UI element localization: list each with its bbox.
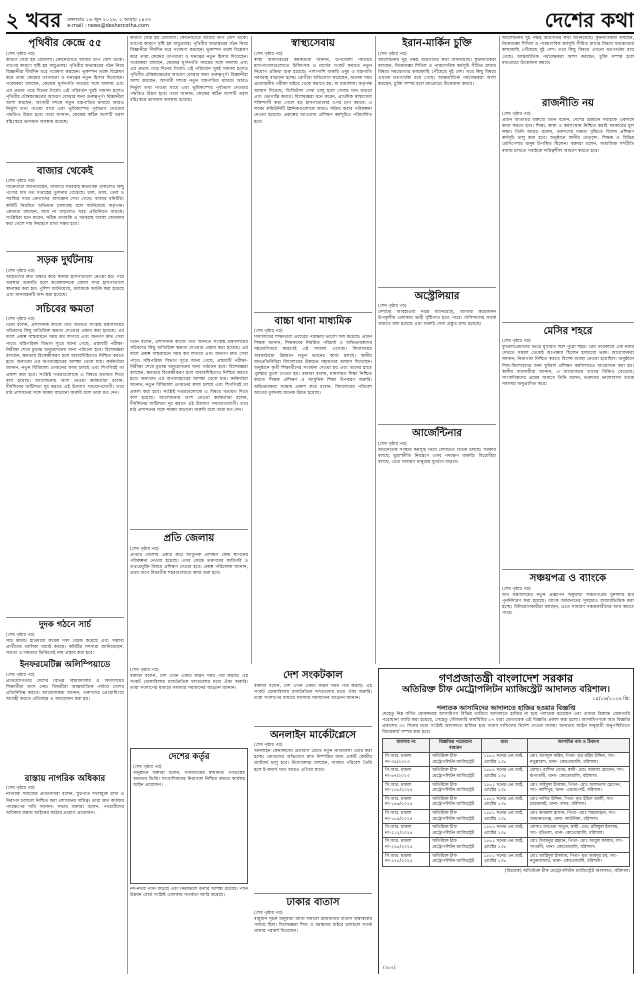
- headline: পৃথিবীর কেন্দ্রে ৫৫: [28, 38, 102, 49]
- table-row: [383, 852, 630, 866]
- article-body: প্রধান অতিথির বক্তব্যে তিনি বলেন, দেশের উন্নয়নে সবাইকে একসঙ্গে কাজ করতে হবে। শিক্ষা, স্বাস্থ্য ও কর্মসংস্থান নিশ্চিত করাই সরকারের মূল লক্ষ্য। তিনি আরও বলেন, তরুণদের দক্ষতা বৃদ্ধিতে বিশেষ প্রশিক্ষণ কর্মসূচি চালু করা হবে। অনুষ্ঠানে স্থানীয় নেতৃবৃন্দ, শিক্ষক ও বিভিন্ন শ্রেণিপেশার মানুষ উপস্থিত ছিলেন। বক্তারা বলেন, সামাজিক সম্প্রীতি বজায় রাখতে সবাইকে দায়িত্বশীল আচরণ করতে হবে।: [502, 117, 634, 154]
- rule: [6, 617, 124, 618]
- lower-column-a: [130, 668, 248, 974]
- continued-tag: (শেষ পৃষ্ঠার পর): [254, 51, 283, 57]
- continued-tag: (শেষ পৃষ্ঠার পর): [502, 111, 531, 117]
- masthead-meta: [67, 17, 151, 29]
- continued-tag: (শেষ পৃষ্ঠার পর): [6, 672, 35, 678]
- article-body: অর্থ মন্ত্রণালয়ের নতুন প্রজ্ঞাপন অনুযায়ী সঞ্চয়পত্রের মুনাফার হার পুনর্নির্ধারণ করা হয়েছে। ব্যাংক আমানতের সুদহারও বাজারভিত্তিক করা হচ্ছে। বিনিয়োগকারীরা বলছেন, এতে সাধারণ সঞ্চয়কারীদের আয় কমতে পারে।: [502, 592, 634, 617]
- table-cell: মোসাঃ ফাতেমা খাতুন, স্বামী- মোঃ রফিকুল ইসলাম, সাং- বটতলা, থানা- কোতোয়ালি, বরিশাল।: [527, 824, 629, 838]
- page-number: ২ খবর: [6, 8, 62, 32]
- article-sorok: [6, 255, 124, 300]
- table-cell: অতিরিক্ত চীফ মেট্রোপলিটন ম্যাজিস্ট্রেট: [430, 809, 481, 823]
- notice-table-header: [383, 739, 630, 753]
- article-body: বক্তারা বলেন, দেশ এখন একটি কঠিন সময় পার করছে। এই সংকট মোকাবিলায় রাজনৈতিক দলগুলোর মধ্যে ঐক্য জরুরি। তারা সংলাপের মাধ্যমে সমস্যার সমাধানের আহ্বান জানান।: [254, 683, 372, 701]
- lower-column-b: [254, 668, 372, 974]
- article-bajar: [6, 166, 124, 248]
- page-body: [6, 36, 634, 974]
- continued-tag: (শেষ পৃষ্ঠার পর): [6, 268, 35, 274]
- continued-tag: (শেষ পৃষ্ঠার পর): [378, 304, 407, 309]
- article-body: কারণে সেটা হয় রোদেলা। কোনোটাতে আবার তাপ বেশি থাকে। তাপের কারণে সৃষ্টি হয় বায়ুপ্রবাহ। পৃথিবীর অভ্যন্তরের গঠন নিয়ে বিজ্ঞানীরা দীর্ঘদিন ধরে গবেষণা করছেন। ভূকম্পন তরঙ্গ বিশ্লেষণ করে তারা কেন্দ্রের তাপমাত্রা ও ঘনত্বের নতুন হিসাব দিয়েছেন। গবেষকরা বলছেন, কেন্দ্রের ঘূর্ণনগতি সময়ের সঙ্গে বদলায় এবং এর প্রভাব পড়ে দিনের দৈর্ঘ্যে। এই পরিবর্তন খুবই সামান্য হলেও পৃথিবীর চৌম্বকক্ষেত্রের আচরণ বোঝার জন্য গুরুত্বপূর্ণ। বিজ্ঞানীরা আশা করছেন, আগামী দশকে নতুন যন্ত্রপাতির মাধ্যমে আরও নির্ভুল তথ্য পাওয়া যাবে এবং ভূমিকম্পের পূর্বাভাস দেওয়ার পদ্ধতিও উন্নত হবে। তারা জানান, কেন্দ্রের কঠিন অংশটি তরল বহিঃস্তরে ভাসমান অবস্থায় রয়েছে।: [130, 36, 248, 104]
- rule: [502, 322, 634, 323]
- table-row: [383, 781, 630, 795]
- article-body: কারণে সেটা হয় রোদেলা। কোনোটাতে আবার তাপ বেশি থাকে। তাপের কারণে সৃষ্টি হয় বায়ুপ্রবাহ। পৃথিবীর অভ্যন্তরের গঠন নিয়ে বিজ্ঞানীরা দীর্ঘদিন ধরে গবেষণা করছেন। ভূকম্পন তরঙ্গ বিশ্লেষণ করে তারা কেন্দ্রের তাপমাত্রা ও ঘনত্বের নতুন হিসাব দিয়েছেন। গবেষকরা বলছেন, কেন্দ্রের ঘূর্ণনগতি সময়ের সঙ্গে বদলায় এবং এর প্রভাব পড়ে দিনের দৈর্ঘ্যে। এই পরিবর্তন খুবই সামান্য হলেও পৃথিবীর চৌম্বকক্ষেত্রের আচরণ বোঝার জন্য গুরুত্বপূর্ণ। বিজ্ঞানীরা আশা করছেন, আগামী দশকে নতুন যন্ত্রপাতির মাধ্যমে আরও নির্ভুল তথ্য পাওয়া যাবে এবং ভূমিকম্পের পূর্বাভাস দেওয়ার পদ্ধতিও উন্নত হবে। তারা জানান, কেন্দ্রের কঠিন অংশটি তরল বহিঃস্তরে ভাসমান অবস্থায় রয়েছে।: [6, 57, 124, 125]
- article-dhaka-batas: [254, 897, 372, 969]
- headline: মেসির শহরে: [543, 325, 593, 337]
- col-header: ধারা: [481, 739, 527, 753]
- article-body: বিদ্যালয়ের শিক্ষার্থীরা এবারের পরীক্ষায় ভালো ফল করেছে। প্রধান শিক্ষক জানান, শিক্ষকদের নিয়মিত পরিচর্যা ও অভিভাবকদের সহযোগিতার কারণেই এই সাফল্য এসেছে। বিদ্যালয়ের অবকাঠামো উন্নয়নে নতুন ভবনের কাজ চলছে। স্থানীয় জনপ্রতিনিধিরা বিদ্যালয়ের উন্নয়নে সহায়তার আশ্বাস দিয়েছেন। অনুষ্ঠানে কৃতী শিক্ষার্থীদের সংবর্ধনা দেওয়া হয় এবং তাদের হাতে পুরস্কার তুলে দেওয়া হয়। বক্তারা বলেন, মানসম্মত শিক্ষা নিশ্চিত করতে শিক্ষক প্রশিক্ষণ ও আধুনিক শিক্ষা উপকরণ জরুরি। অভিভাবকরা সন্তোষ প্রকাশ করে বলেন, বিদ্যালয়ের পরিবেশ আগের তুলনায় অনেক উন্নত হয়েছে।: [254, 335, 372, 396]
- article-prithibi: [6, 38, 124, 158]
- table-cell: অতিরিক্ত চীফ মেট্রোপলিটন ম্যাজিস্ট্রেট: [430, 767, 481, 781]
- table-cell: মোঃ নাসির উদ্দিন, পিতা- মৃত ইদ্রিস আলী, সাং- চরমোনাই, থানা- বন্দর, বরিশাল।: [527, 795, 629, 809]
- headline: দেশ সংকটকাল: [283, 670, 343, 681]
- date-line: মঙ্গলবার ১৬ জুন ২০২৬, ২ আষাঢ় ১৪৩৩: [67, 17, 152, 23]
- column-divider: [127, 36, 128, 974]
- table-cell: মোঃ জাহিদুল ইসলাম, পিতা- মৃত আবদুর রব, সাং- নতুনবাজার, থানা- কোতোয়ালি, বরিশাল।: [527, 852, 629, 866]
- table-cell: সি.আর. মামলা নং-১৮৯/২০২৪: [383, 809, 430, 823]
- table-row: [383, 795, 630, 809]
- table-cell: মোছাঃ রাশিদা বেগম, স্বামী- মোঃ জামাল হোসেন, সাং- রূপাতলী, থানা- কোতোয়ালি, বরিশাল।: [527, 767, 629, 781]
- article-argentina: [378, 428, 496, 618]
- article-body: দেশটির আবহাওয়া দপ্তর জানিয়েছে, আগামী কয়েকদিন উপকূলীয় এলাকায় ভারী বৃষ্টিপাত হতে পারে। বাসিন্দাদের সতর্ক থাকতে বলা হয়েছে এবং জরুরি সেবা প্রস্তুত রাখা হয়েছে।: [378, 310, 496, 328]
- table-cell: সি.আর. মামলা নং-২৭৮/২০২৫: [383, 852, 430, 866]
- table-cell: মোঃ কামরুল হাসান, পিতা- মোঃ শাহজাহান, সাং- আমানতগঞ্জ, থানা- কাউনিয়া, বরিশাল।: [527, 809, 629, 823]
- article-body: বিক্রেতারা জানিয়েছেন, বাজারে সরবরাহ স্বাভাবিক থাকলেও কিছু পণ্যের দাম গত সপ্তাহের তুলনায় বেড়েছে। চাল, ডাল, তেল ও সবজির দামে ক্রেতাদের অসন্তোষ দেখা গেছে। বাজার মনিটরিং কমিটি নিয়মিত অভিযান চালাচ্ছে বলে জানিয়েছে কর্তৃপক্ষ। ক্রেতারা বলছেন, আয় না বাড়লেও খরচ প্রতিনিয়ত বাড়ছে। সংশ্লিষ্টরা মনে করেন, সঠিক তদারকি ও সরবরাহ ব্যবস্থা জোরদার করা গেলে দাম নিয়ন্ত্রণে রাখা সম্ভব হবে।: [6, 185, 124, 228]
- article-rajniti: [502, 98, 634, 318]
- notice-heading: পলাতক আসামিদের আদালতে হাজির হওয়ার বিজ্ঞপ্তি: [436, 704, 576, 712]
- column-divider: [375, 36, 376, 664]
- headline: সঞ্চয়পত্র ও ব্যাংকে: [529, 573, 607, 584]
- continued-tag: (শেষ পৃষ্ঠার পর): [133, 764, 162, 770]
- article-rasta: [6, 775, 124, 913]
- article-body: নদ-নদীর পানি বাড়ছে এবং নিম্নাঞ্চলে বন্যার আশঙ্কা রয়েছে। পানি উন্নয়ন বোর্ড সংশ্লিষ্ট এলাকায় সতর্কতা জারি করেছে।: [130, 886, 248, 898]
- table-cell: সি.আর. মামলা নং-২১২/২০২৪: [383, 824, 430, 838]
- column-divider: [499, 36, 500, 664]
- continued-tag: (শেষ পৃষ্ঠার পর): [254, 329, 283, 334]
- table-cell: মোঃ আবদুল করিম, পিতা- মৃত রহিম উদ্দিন, সাং- নথুল্লাবাদ, থানা- কোতোয়ালি, বরিশাল।: [527, 753, 629, 767]
- newspaper-page: [6, 4, 634, 974]
- masthead-left: [6, 8, 151, 32]
- continued-tag: (শেষ পৃষ্ঠার পর): [6, 179, 35, 184]
- column-5: [502, 36, 634, 664]
- article-body: সার্চ কমিটি ইতিমধ্যে কয়েক দফা বৈঠক করেছে এবং সম্ভাব্য প্রার্থীদের তালিকা যাচাই করছে। কমিটির সদস্যরা জানিয়েছেন, সততা ও দক্ষতার ভিত্তিতেই নাম প্রস্তাব করা হবে।: [6, 638, 124, 657]
- rule: [254, 893, 372, 894]
- article-sanchaypatra: [502, 573, 634, 653]
- article-body: অর্থনৈতিক সংস্কার কর্মসূচি নিয়ে দেশটিতে বিতর্ক চলছে। সরকার বলছে, মুদ্রাস্ফীতি নিয়ন্ত্রণে এসব পদক্ষেপ জরুরি। বিরোধীরা বলছে, এতে সাধারণ মানুষের দুর্ভোগ বাড়বে।: [378, 447, 496, 465]
- rule: [130, 529, 248, 530]
- column-3: [254, 36, 372, 664]
- article-body: বক্তারা বলেন, দেশ এখন একটি কঠিন সময় পার করছে। এই সংকট মোকাবিলায় রাজনৈতিক দলগুলোর মধ্যে ঐক্য জরুরি। তারা সংলাপের মাধ্যমে সমস্যার সমাধানের আহ্বান জানান।: [130, 674, 248, 692]
- contact-line: e-mail : news@deshercotha.com: [67, 23, 149, 29]
- notice-intro: যেহেতু নিম্ন বর্ণিত মোকদ্দমার আসামিগণ বিভিন্ন তারিখে আদালতে হাজির না হয়ে পলাতক রয়েছেন এবং তাদের বিরুদ্ধে গ্রেফতারি পরোয়ানা জারি করা হয়েছে, সেহেতু ফৌজদারি কার্যবিধির ৮৭ ধারা মোতাবেক এই বিজ্ঞপ্তি প্রকাশ করা হলো। আসামিগণকে অত্র বিজ্ঞপ্তি প্রকাশের ৩০ দিনের মধ্যে সংশ্লিষ্ট আদালতে হাজির হয়ে জবাব দাখিলের নির্দেশ দেওয়া যাচ্ছে। অন্যথায় আইন অনুযায়ী অনুপস্থিতিতে বিচারকার্য সম্পন্ন করা হবে।: [382, 712, 630, 735]
- notice-code: (৩৮৪): [383, 966, 396, 971]
- col-header: আসামির নাম ও ঠিকানা: [527, 739, 629, 753]
- rule: [254, 726, 372, 727]
- table-cell: অতিরিক্ত চীফ মেট্রোপলিটন ম্যাজিস্ট্রেট: [430, 838, 481, 852]
- continued-tag: (শেষ পৃষ্ঠার পর): [378, 441, 407, 447]
- masthead: [6, 4, 634, 34]
- table-cell: ১৮৮১ সনের এন.আই. এ্যাক্টের ১৩৮: [481, 838, 527, 852]
- col-header: মামলার নং: [383, 739, 430, 753]
- article-body: স্বাস্থ্য অধিদপ্তরের কর্মকর্তারা জানান, উপজেলা পর্যায়ের হাসপাতালগুলোতে চিকিৎসক ও নার্সের সংকট কমাতে নতুন নিয়োগ প্রক্রিয়া শুরু হয়েছে। পাশাপাশি জরুরি ওষুধ ও যন্ত্রপাতি সরবরাহ বাড়ানো হচ্ছে। রোগীরা অভিযোগ করেছেন, অনেক সময় প্রয়োজনীয় পরীক্ষা বাইরে থেকে করাতে হয়, যা ব্যয়বহুল। কর্তৃপক্ষ আশ্বাস দিয়েছে, ডিজিটাল সেবা চালু হলে সেবার মান বাড়বে এবং ভোগান্তি কমবে। বিশেষজ্ঞরা মনে করেন, প্রাথমিক স্বাস্থ্যসেবা শক্তিশালী করা গেলে বড় হাসপাতালের ওপর চাপ কমবে। এ লক্ষ্যে কমিউনিটি ক্লিনিকগুলোকে আরও সক্রিয় করার পরিকল্পনা নেওয়া হয়েছে। প্রকল্পের আওতায় প্রশিক্ষণ কর্মসূচিও পরিচালিত হবে।: [254, 57, 372, 125]
- continued-tag: (শেষ পৃষ্ঠার পর): [130, 668, 159, 673]
- headline: রাজনীতি নয়: [542, 98, 594, 109]
- article-shastho: [254, 38, 372, 308]
- article-body: আলোচনায় দুই পক্ষই অগ্রগতির কথা জানিয়েছে। কূটনীতিকরা বলছেন, নিষেধাজ্ঞা শিথিল ও পারমাণবিক কর্মসূচি সীমিত রাখার বিষয়ে সমঝোতার কাছাকাছি পৌঁছেছে দুই দেশ। তবে কিছু বিষয়ে এখনো মতপার্থক্য রয়ে গেছে। আন্তর্জাতিক পর্যবেক্ষকরা আশা করছেন, চুক্তি সম্পন্ন হলে মধ্যপ্রাচ্যে উত্তেজনা কমবে।: [378, 57, 496, 88]
- headline: দেশের কর্তৃর: [168, 752, 210, 762]
- table-cell: সি.আর. মামলা নং-২৪৫/২০২৪: [383, 838, 430, 852]
- continued-tag: (শেষ পৃষ্ঠার পর): [502, 339, 531, 344]
- article-desh-songkot-head: [254, 670, 372, 722]
- table-cell: ১৮৮১ সনের এন.আই. এ্যাক্টের ১৩৮: [481, 824, 527, 838]
- table-cell: মোঃ সাইফুল ইসলাম, পিতা- মোঃ আলতাফ হোসেন, সাং- কাশিপুর, থানা- এয়ারপোর্ট, বরিশাল।: [527, 781, 629, 795]
- notice-gov-title: গণপ্রজাতন্ত্রী বাংলাদেশ সরকার: [438, 672, 574, 685]
- rule: [378, 424, 496, 425]
- column-1: [6, 36, 124, 974]
- table-row: [383, 753, 630, 767]
- rule: [254, 312, 372, 313]
- headline: ইনফরমেটিক্স অলিম্পিয়াডে: [19, 659, 111, 670]
- article-olympiad: [6, 661, 124, 771]
- rule: [502, 569, 634, 570]
- table-cell: সি.আর. মামলা নং-৬৭/২০২৩: [383, 767, 430, 781]
- continued-tag: (শেষ পৃষ্ঠার পর): [254, 910, 283, 916]
- continued-tag: (শেষ পৃষ্ঠার পর): [378, 51, 407, 57]
- article-mesir: [502, 326, 634, 566]
- table-cell: ১৮৮১ সনের এন.আই. এ্যাক্টের ১৩৮: [481, 795, 527, 809]
- continued-tag: (শেষ পৃষ্ঠার পর): [130, 546, 159, 552]
- article-bachha: [254, 316, 372, 656]
- table-cell: ১৮৮১ সনের এন.আই. এ্যাক্টের ১৩৮: [481, 753, 527, 767]
- article-body: আলোচনায় দুই পক্ষই অগ্রগতির কথা জানিয়েছে। কূটনীতিকরা বলছেন, নিষেধাজ্ঞা শিথিল ও পারমাণবিক কর্মসূচি সীমিত রাখার বিষয়ে সমঝোতার কাছাকাছি পৌঁছেছে দুই দেশ। তবে কিছু বিষয়ে এখনো মতপার্থক্য রয়ে গেছে। আন্তর্জাতিক পর্যবেক্ষকরা আশা করছেন, চুক্তি সম্পন্ন হলে মধ্যপ্রাচ্যে উত্তেজনা কমবে।: [502, 36, 634, 66]
- table-cell: মোঃ মিজানুর রহমান, পিতা- মোঃ আবুল কালাম, সাং- সাগরদী, থানা- কোতোয়ালি, বরিশাল।: [527, 838, 629, 852]
- article-body: অনলাইন কেনাকাটায় প্রতারণা রোধে নতুন নীতিমালা তৈরি করা হচ্ছে। ক্রেতাদের অভিযোগ দ্রুত নিষ্পত্তির জন্য একটি কেন্দ্রীয় প্ল্যাটফর্ম চালু হবে। উদ্যোক্তারা বলছেন, আস্থার পরিবেশ তৈরি হলে ই-কমার্স খাত আরও এগিয়ে যাবে।: [254, 749, 372, 773]
- article-iran: [378, 38, 496, 283]
- table-cell: সি.আর. মামলা নং-১০৮/২০২৪: [383, 781, 430, 795]
- headline: অস্ট্রেলিয়ার: [414, 290, 460, 302]
- article-desher-kortha: [130, 748, 248, 884]
- continued-tag: (শেষ পৃষ্ঠার পর): [502, 586, 531, 592]
- continued-tag: (শেষ পৃষ্ঠার পর): [6, 786, 35, 792]
- continued-tag: (শেষ পৃষ্ঠার পর): [254, 743, 283, 748]
- article-sochiber: [6, 304, 124, 614]
- table-cell: সি.আর. মামলা নং-৩৪/২০২৩: [383, 753, 430, 767]
- article-desh-songkot: [130, 668, 248, 744]
- article-online: [254, 730, 372, 890]
- article-body: নাগরিক সমাজের প্রতিনিধিরা বলেন, ফুটপাত দখলমুক্ত রাখা ও নিরাপদ চলাচল নিশ্চিত করা প্রশাসনের দায়িত্ব। তারা দ্রুত কার্যকর পদক্ষেপের দাবি জানান। সভায় বক্তারা বলেন, পথচারীদের অধিকার রক্ষায় আইনের কঠোর প্রয়োগ প্রয়োজন।: [6, 792, 124, 816]
- rule: [6, 162, 124, 163]
- headline: বাজার থেকেই: [36, 165, 94, 177]
- table-row: [383, 809, 630, 823]
- headline: অনলাইন মার্কেটপ্লেসে: [269, 729, 357, 741]
- article-prithibi-cont: [130, 36, 248, 336]
- headline: আর্জেন্টিনার: [412, 428, 462, 439]
- table-row: [383, 824, 630, 838]
- headline: ঢাকার বাতাস: [286, 897, 340, 908]
- article-australia: [378, 291, 496, 421]
- table-cell: ১৮৮১ সনের এন.আই. এ্যাক্টের ১৩৮: [481, 781, 527, 795]
- table-cell: ১৮৮১ সনের এন.আই. এ্যাক্টের ১৩৮: [481, 767, 527, 781]
- rule: [378, 287, 496, 288]
- notice-ref: ১৫/০৬/২০২৬ খ্রি:: [592, 696, 630, 702]
- court-notice: [378, 668, 634, 974]
- notice-footer: (বিচারক) অতিরিক্ত চীফ মেট্রোপলিটন ম্যাজিস্ট্রেট আদালত, বরিশাল।: [504, 868, 630, 874]
- article-body: প্রতিটি জেলায় একটি করে আধুনিক প্রশিক্ষণ কেন্দ্র স্থাপনের পরিকল্পনা নেওয়া হয়েছে। এসব কেন্দ্রে তরুণদের কারিগরি ও তথ্যপ্রযুক্তি বিষয়ে প্রশিক্ষণ দেওয়া হবে। প্রকল্প পরিচালক জানান, প্রথম ধাপে বিভাগীয় শহরগুলোতে কাজ শুরু হবে।: [130, 552, 248, 577]
- continued-tag: (শেষ পৃষ্ঠার পর): [6, 632, 35, 638]
- article-body: তিনি বলেন, প্রশাসনিক কাজে গতি আনতে সংশ্লিষ্ট মন্ত্রণালয়ের সচিবদের কিছু অতিরিক্ত ক্ষমতা দেওয়ার প্রস্তাব করা হয়েছে। এর ফলে প্রকল্প বাস্তবায়নে সময় কম লাগবে এবং জনগণ দ্রুত সেবা পাবে। মন্ত্রিপরিষদ বিভাগ সূত্রে জানা গেছে, প্রস্তাবটি পরীক্ষা-নিরীক্ষা শেষে চূড়ান্ত অনুমোদনের জন্য পাঠানো হবে। বিশেষজ্ঞরা বলছেন, ক্ষমতার বিকেন্দ্রীকরণ হলে জবাবদিহিতাও নিশ্চিত করতে হবে। অন্যথায় এর অপব্যবহারের আশঙ্কা থেকে যায়। কর্মকর্তারা জানান, নতুন বিধিমালা প্রণয়নের কাজ চলছে এবং শিগগিরই তা প্রকাশ করা হবে। সংশ্লিষ্ট দপ্তরগুলোকে এ বিষয়ে মতামত দিতে বলা হয়েছে। আলোচনায় অংশ নেওয়া কর্মকর্তারা বলেন, দীর্ঘদিনের জটিলতা দূর করতে এই উদ্যোগ সময়োপযোগী। তবে মাঠ প্রশাসনের সঙ্গে সমন্বয় বাড়ানো জরুরি বলে তারা মত দেন।: [6, 323, 124, 397]
- article-duddok: [6, 621, 124, 657]
- headline: সড়ক দুর্ঘটনায়: [37, 255, 93, 266]
- article-prothi: [130, 533, 248, 663]
- rule: [6, 251, 124, 252]
- table-cell: সি.আর. মামলা নং-১৪৬/২০২৪: [383, 795, 430, 809]
- table-cell: অতিরিক্ত চীফ মেট্রোপলিটন ম্যাজিস্ট্রেট: [430, 824, 481, 838]
- table-cell: অতিরিক্ত চীফ মেট্রোপলিটন ম্যাজিস্ট্রেট: [430, 753, 481, 767]
- table-cell: অতিরিক্ত চীফ মেট্রোপলিটন ম্যাজিস্ট্রেট: [430, 795, 481, 809]
- headline: দুদক গঠনে সার্চ: [38, 620, 92, 630]
- headline: প্রতি জেলায়: [163, 533, 215, 544]
- table-cell: ১৮৮১ সনের এন.আই. এ্যাক্টের ১৩৮: [481, 809, 527, 823]
- article-body: তিনি বলেন, প্রশাসনিক কাজে গতি আনতে সংশ্লিষ্ট মন্ত্রণালয়ের সচিবদের কিছু অতিরিক্ত ক্ষমতা দেওয়ার প্রস্তাব করা হয়েছে। এর ফলে প্রকল্প বাস্তবায়নে সময় কম লাগবে এবং জনগণ দ্রুত সেবা পাবে। মন্ত্রিপরিষদ বিভাগ সূত্রে জানা গেছে, প্রস্তাবটি পরীক্ষা-নিরীক্ষা শেষে চূড়ান্ত অনুমোদনের জন্য পাঠানো হবে। বিশেষজ্ঞরা বলছেন, ক্ষমতার বিকেন্দ্রীকরণ হলে জবাবদিহিতাও নিশ্চিত করতে হবে। অন্যথায় এর অপব্যবহারের আশঙ্কা থেকে যায়। কর্মকর্তারা জানান, নতুন বিধিমালা প্রণয়নের কাজ চলছে এবং শিগগিরই তা প্রকাশ করা হবে। সংশ্লিষ্ট দপ্তরগুলোকে এ বিষয়ে মতামত দিতে বলা হয়েছে। আলোচনায় অংশ নেওয়া কর্মকর্তারা বলেন, দীর্ঘদিনের জটিলতা দূর করতে এই উদ্যোগ সময়োপযোগী। তবে মাঠ প্রশাসনের সঙ্গে সমন্বয় বাড়ানো জরুরি বলে তারা মত দেন।: [130, 340, 248, 414]
- article-body: প্রতিযোগিতায় দেশের বিভিন্ন বিশ্ববিদ্যালয় ও বিদ্যালয়ের শিক্ষার্থীরা অংশ নেয়। বিজয়ীরা আন্তর্জাতিক পর্যায়ে দেশের প্রতিনিধিত্ব করবে। আয়োজকরা জানান, তরুণদের প্রোগ্রামিংয়ে আগ্রহী করতে প্রতিবছর এ আয়োজন করা হয়।: [6, 678, 124, 703]
- column-4: [378, 36, 496, 664]
- table-row: [383, 767, 630, 781]
- column-divider: [251, 36, 252, 664]
- column-2: [130, 36, 248, 664]
- lower-middle-section: [130, 668, 372, 974]
- article-body: বায়ুমান সূচক অনুযায়ী আজ সকালে রাজধানীর বাতাস অস্বাস্থ্যকর পর্যায়ে ছিল। বিশেষজ্ঞরা শিশু ও বয়স্কদের বাইরে চলাচলে সতর্ক থাকার পরামর্শ দিয়েছেন।: [254, 916, 372, 934]
- article-bonna: [130, 887, 248, 974]
- article-body: ফুটবলপ্রেমীদের ভিড়ে মুখরিত ছিল পুরো শহর। প্রিয় তারকাকে এক নজর দেখতে সকাল থেকেই অপেক্ষায় ছিলেন হাজারো ভক্ত। আয়োজকরা জানান, নিরাপত্তা নিশ্চিত করতে বিশেষ ব্যবস্থা নেওয়া হয়েছিল। অনুষ্ঠানে শিশু-কিশোরদের জন্য ফুটবল প্রশিক্ষণ কর্মশালারও আয়োজন করা হয়। স্থানীয় ব্যবসায়ীরা জানান, এ আয়োজনে তাদের বিক্রিও বেড়েছে। সাংবাদিকদের প্রশ্নের জবাবে তিনি বলেন, ভক্তদের ভালোবাসা তাকে সবসময় অনুপ্রাণিত করে।: [502, 345, 634, 388]
- table-cell: অতিরিক্ত চীফ মেট্রোপলিটন ম্যাজিস্ট্রেট: [430, 852, 481, 866]
- col-header: বিজ্ঞপ্তির পরোয়ানা বাধারণ: [430, 739, 481, 753]
- article-body: আহতদের দ্রুত উদ্ধার করে স্থানীয় হাসপাতালে নেওয়া হয়। পরে অবস্থার অবনতি হলে কয়েকজনকে জেলা সদর হাসপাতালে স্থানান্তর করা হয়। পুলিশ জানিয়েছে, চালককে আটক করা হয়েছে এবং যানবাহনটি জব্দ করা হয়েছে।: [6, 274, 124, 299]
- table-cell: অতিরিক্ত চীফ মেট্রোপলিটন ম্যাজিস্ট্রেট: [430, 781, 481, 795]
- headline: রাস্তায় নাগরিক অধিকার: [24, 773, 106, 784]
- headline: সচিবের ক্ষমতা: [36, 303, 94, 315]
- continued-tag: (শেষ পৃষ্ঠার পর): [6, 51, 35, 57]
- article-body: অনুষ্ঠানে বক্তারা বলেন, গণমাধ্যমের স্বাধীনতা গণতন্ত্রের অন্যতম ভিত্তি। সাংবাদিকদের নিরাপত্তা নিশ্চিত করতে কার্যকর আইন প্রয়োজন।: [133, 770, 245, 789]
- headline: স্বাস্থ্যসেবায়: [291, 38, 335, 49]
- headline: ইরান-মার্কিন চুক্তি: [402, 38, 472, 49]
- headline: বাচ্চা থানা মাধ্যমিক: [274, 315, 352, 327]
- brand-logo: দেশের কথা: [544, 8, 634, 32]
- article-sochiber-cont: [130, 340, 248, 525]
- notice-court-title: অতিরিক্ত চীফ মেট্রোপলিটন ম্যাজিস্ট্রেট আদালত বরিশাল।: [402, 685, 610, 695]
- notice-table: [382, 738, 630, 867]
- table-cell: ১৮৮১ সনের এন.আই. এ্যাক্টের ১৩৮: [481, 852, 527, 866]
- continued-tag: (শেষ পৃষ্ঠার পর): [6, 317, 35, 322]
- table-row: [383, 838, 630, 852]
